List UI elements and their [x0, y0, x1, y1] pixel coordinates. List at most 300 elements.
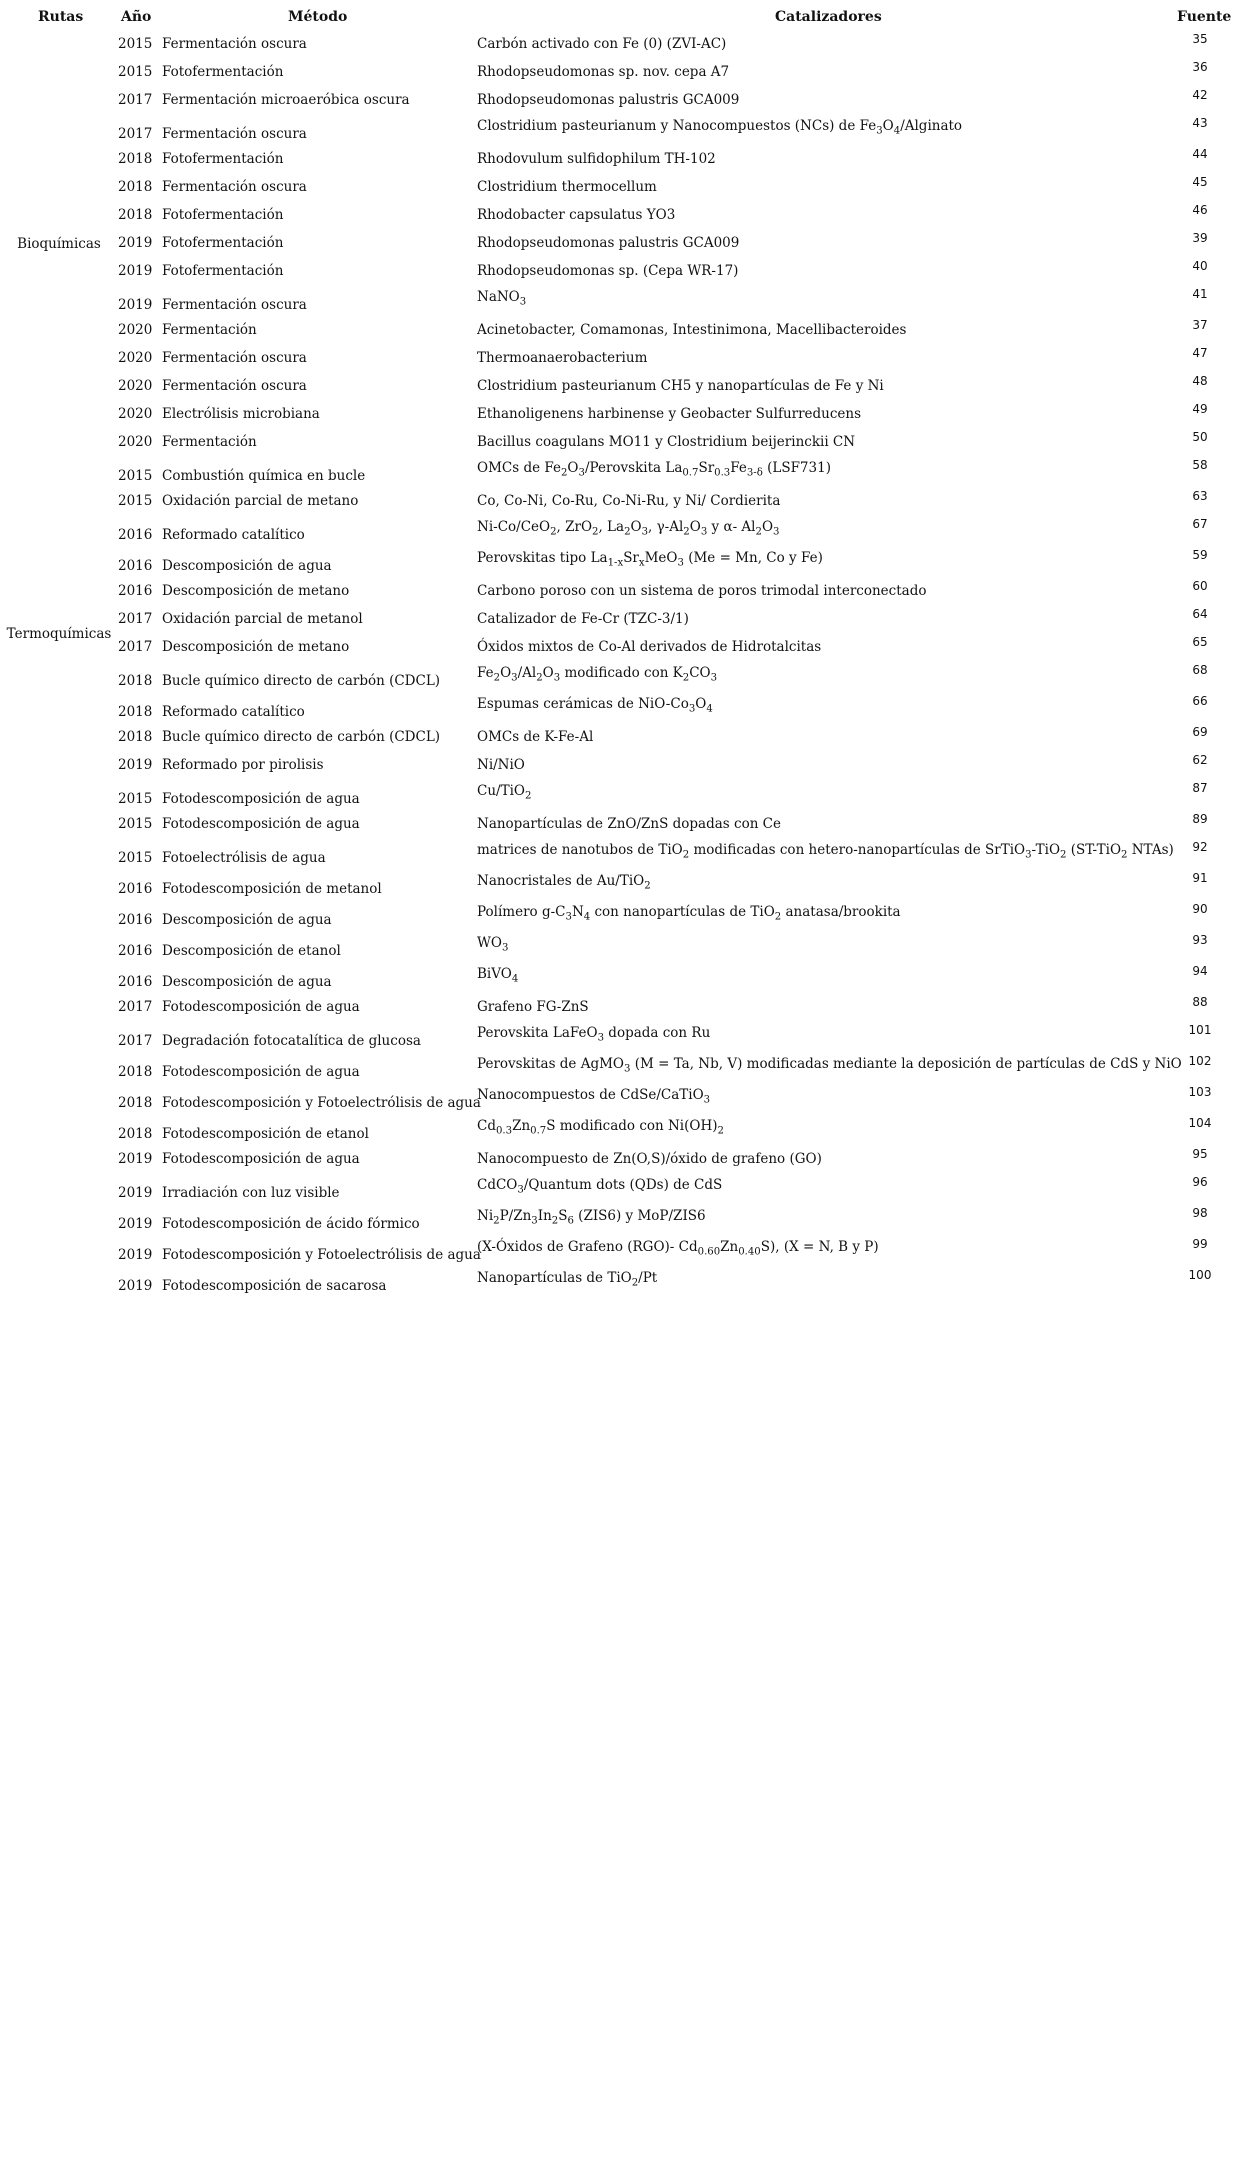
table-row — [0, 175, 1238, 203]
table-row — [0, 812, 1238, 840]
table-row — [0, 489, 1238, 517]
catalyst-subscript: 2 — [644, 880, 651, 892]
table-row — [0, 458, 1238, 489]
cell-source: 89 — [1192, 812, 1208, 826]
cell-source: 65 — [1192, 635, 1208, 649]
catalyst-text: NaNO — [477, 289, 520, 305]
cell-source: 46 — [1192, 203, 1208, 217]
cell-method: Fotofermentación — [162, 64, 284, 80]
table-row — [0, 203, 1238, 231]
catalyst-text: O — [630, 519, 642, 535]
catalyst-subscript: 3 — [688, 703, 696, 715]
catalyst-text: S — [558, 1208, 568, 1224]
catalyst-text: CdCO — [477, 1177, 518, 1193]
cell-source: 35 — [1192, 32, 1208, 46]
cell-method: Fotodescomposición de agua — [162, 1064, 360, 1080]
cell-source: 68 — [1192, 663, 1208, 677]
table-row — [0, 902, 1238, 933]
catalyst-text: Zn — [512, 1118, 531, 1134]
table-row — [0, 933, 1238, 964]
cell-source: 42 — [1192, 88, 1208, 102]
cell-catalyst — [477, 151, 716, 167]
catalyst-text: O — [567, 460, 579, 476]
cell-year: 2018 — [118, 1064, 153, 1080]
cell-method: Combustión química en bucle — [162, 468, 366, 484]
catalyst-subscript: 4 — [893, 125, 901, 137]
catalyst-subscript: 2 — [1060, 849, 1067, 861]
cell-method: Descomposición de agua — [162, 912, 332, 928]
catalyst-text: (ZIS6) y MoP/ZIS6 — [573, 1208, 706, 1224]
cell-method: Fotodescomposición de etanol — [162, 1126, 369, 1142]
cell-year: 2019 — [118, 297, 153, 313]
catalyst-text: , γ-Al — [648, 519, 684, 535]
cell-method: Fermentación oscura — [162, 378, 307, 394]
catalyst-subscript: 3 — [553, 672, 561, 684]
catalyst-subscript: 2 — [536, 672, 543, 684]
table-row — [0, 1054, 1238, 1085]
catalyst-text: Nanocristales de Au/TiO — [477, 873, 645, 889]
cell-catalyst — [477, 350, 647, 366]
cell-year: 2017 — [118, 126, 153, 142]
table-row — [0, 1268, 1238, 1299]
catalyst-text: (X-Óxidos de Grafeno (RGO)- Cd — [477, 1239, 698, 1255]
catalyst-subscript: 2 — [717, 1125, 724, 1137]
cell-source: 58 — [1192, 458, 1208, 472]
catalyst-subscript: 0.3 — [714, 467, 731, 479]
cell-year: 2017 — [118, 92, 153, 108]
catalyst-text: NTAs) — [1127, 842, 1174, 858]
catalyst-subscript: 2 — [493, 1215, 500, 1227]
cell-year: 2019 — [118, 1216, 153, 1232]
cell-year: 2016 — [118, 881, 153, 897]
catalyst-subscript: 2 — [551, 1215, 559, 1227]
catalyst-text: O — [542, 665, 554, 681]
cell-year: 2018 — [118, 1126, 153, 1142]
catalyst-text: OMCs de K-Fe-Al — [477, 729, 594, 745]
cell-method: Reformado catalítico — [162, 704, 305, 720]
table-row — [0, 231, 1238, 259]
table-row — [0, 871, 1238, 902]
header-anio: Año — [121, 9, 152, 25]
catalyst-text: Rhodopseudomonas sp. nov. cepa A7 — [477, 64, 730, 80]
cell-year: 2019 — [118, 1247, 153, 1263]
catalyst-text: Sr — [698, 460, 715, 476]
header-fuente: Fuente — [1177, 9, 1232, 25]
cell-year: 2020 — [118, 406, 153, 422]
cell-method: Fotofermentación — [162, 151, 284, 167]
cell-year: 2019 — [118, 757, 153, 773]
table-row — [0, 32, 1238, 60]
catalyst-subscript: 4 — [583, 911, 591, 923]
cell-source: 101 — [1188, 1023, 1212, 1037]
cell-catalyst — [477, 1151, 822, 1167]
catalyst-text: Óxidos mixtos de Co-Al derivados de Hidrotalcitas — [477, 639, 822, 655]
cell-method: Oxidación parcial de metano — [162, 493, 359, 509]
cell-year: 2016 — [118, 974, 153, 990]
catalyst-text: /Al — [517, 665, 537, 681]
route-label: Bioquímicas — [17, 236, 101, 252]
catalyst-text: Perovskitas de AgMO — [477, 1056, 624, 1072]
cell-year: 2017 — [118, 611, 153, 627]
catalyst-text: , La — [598, 519, 625, 535]
cell-year: 2018 — [118, 1095, 153, 1111]
catalyst-subscript: 2 — [592, 526, 599, 538]
cell-catalyst — [477, 378, 884, 394]
cell-year: 2019 — [118, 1185, 153, 1201]
catalyst-text: Cu/TiO — [477, 783, 525, 799]
cell-source: 63 — [1192, 489, 1208, 503]
catalyst-text: Ni-Co/CeO — [477, 519, 551, 535]
cell-source: 50 — [1192, 430, 1208, 444]
table-row — [0, 287, 1238, 318]
catalyst-text: Fe — [730, 460, 747, 476]
catalyst-text: O — [500, 665, 512, 681]
table-row — [0, 548, 1238, 579]
cell-method: Fermentación oscura — [162, 350, 307, 366]
catalyst-text: Bacillus coagulans MO11 y Clostridium beijerinckii CN — [477, 434, 856, 450]
catalyst-text: /Quantum dots (QDs) de CdS — [523, 1177, 723, 1193]
cell-source: 104 — [1188, 1116, 1212, 1130]
cell-source: 64 — [1192, 607, 1208, 621]
cell-catalyst — [477, 611, 689, 627]
cell-year: 2015 — [118, 791, 153, 807]
cell-method: Fotodescomposición de agua — [162, 1151, 360, 1167]
catalyst-text: Perovskita LaFeO — [477, 1025, 598, 1041]
cell-catalyst — [477, 757, 525, 773]
catalyst-text: Rhodopseudomonas sp. (Cepa WR-17) — [477, 263, 739, 279]
cell-source: 36 — [1192, 60, 1208, 74]
route-label: Termoquímicas — [6, 626, 112, 642]
cell-year: 2015 — [118, 816, 153, 832]
cell-source: 37 — [1192, 318, 1208, 332]
catalyst-subscript: 3 — [517, 1184, 524, 1196]
cell-method: Fotofermentación — [162, 235, 284, 251]
table-row — [0, 430, 1238, 458]
catalyst-text: Polímero g-C — [477, 904, 566, 920]
cell-catalyst — [477, 118, 963, 137]
cell-source: 48 — [1192, 374, 1208, 388]
catalyst-subscript: 2 — [550, 526, 557, 538]
table-row — [0, 259, 1238, 287]
cell-source: 98 — [1192, 1206, 1208, 1220]
cell-catalyst — [477, 999, 589, 1015]
catalyst-subscript: x — [638, 557, 645, 569]
header-rutas: Rutas — [38, 9, 84, 25]
catalyst-text: modificado con K — [560, 665, 683, 681]
catalyst-subscript: 2 — [560, 467, 568, 479]
catalyst-text: matrices de nanotubos de TiO — [477, 842, 683, 858]
catalyst-subscript: 6 — [567, 1215, 574, 1227]
cell-catalyst — [477, 842, 1174, 861]
cell-source: 62 — [1192, 753, 1208, 767]
cell-catalyst — [477, 904, 901, 923]
cell-method: Oxidación parcial de metanol — [162, 611, 363, 627]
cell-year: 2016 — [118, 583, 153, 599]
cell-source: 49 — [1192, 402, 1208, 416]
cell-source: 67 — [1192, 517, 1208, 531]
catalyst-text: Rhodobacter capsulatus YO3 — [477, 207, 676, 223]
catalyst-text: Perovskitas tipo La — [477, 550, 608, 566]
cell-method: Fermentación microaeróbica oscura — [162, 92, 410, 108]
catalyst-text: y α- Al — [707, 519, 756, 535]
table-row — [0, 147, 1238, 175]
cell-source: 90 — [1192, 902, 1208, 916]
catalyst-text: dopada con Ru — [604, 1025, 711, 1041]
catalyst-text: Nanopartículas de ZnO/ZnS dopadas con Ce — [477, 816, 782, 832]
catalyst-text: OMCs de Fe — [477, 460, 561, 476]
catalyst-subscript: 3 — [876, 125, 883, 137]
catalyst-subscript: 1-x — [607, 557, 624, 569]
catalyst-subscript: 3 — [565, 911, 572, 923]
catalyst-text: Ni/NiO — [477, 757, 525, 773]
catalyst-subscript: 3 — [501, 942, 509, 954]
cell-year: 2017 — [118, 999, 153, 1015]
cell-catalyst — [477, 873, 651, 892]
cell-source: 47 — [1192, 346, 1208, 360]
table-row — [0, 964, 1238, 995]
catalyst-text: S modificado con Ni(OH) — [546, 1118, 718, 1134]
cell-year: 2020 — [118, 322, 153, 338]
cell-year: 2018 — [118, 179, 153, 195]
catalyst-text: In — [537, 1208, 552, 1224]
catalyst-text: Ethanoligenens harbinense y Geobacter Sulfurreducens — [477, 406, 862, 422]
cell-catalyst — [477, 460, 831, 479]
catalyst-text: Cd — [477, 1118, 496, 1134]
catalyst-subscript: 0.7 — [682, 467, 699, 479]
catalyst-text: modificadas con hetero-nanopartículas de SrTiO — [689, 842, 1026, 858]
cell-method: Fotofermentación — [162, 263, 284, 279]
catalyst-subscript: 2 — [682, 849, 690, 861]
catalyst-text: Rhodopseudomonas palustris GCA009 — [477, 235, 740, 251]
table-row — [0, 318, 1238, 346]
catalyst-subscript: 2 — [624, 526, 631, 538]
cell-source: 60 — [1192, 579, 1208, 593]
cell-catalyst — [477, 263, 738, 279]
catalyst-subscript: 3 — [511, 672, 518, 684]
cell-method: Descomposición de metano — [162, 583, 350, 599]
catalyst-text: (LSF731) — [762, 460, 831, 476]
cell-catalyst — [477, 519, 780, 538]
catalyst-text: -TiO — [1031, 842, 1061, 858]
catalyst-text: Catalizador de Fe-Cr (TZC-3/1) — [477, 611, 689, 627]
cell-source: 103 — [1188, 1085, 1212, 1099]
cell-catalyst — [477, 1208, 706, 1227]
cell-method: Fotodescomposición y Fotoelectrólisis de agua — [162, 1095, 481, 1111]
catalyst-text: CO — [689, 665, 711, 681]
cell-method: Fotoelectrólisis de agua — [162, 850, 326, 866]
catalyst-text: Carbón activado con Fe (0) (ZVI-AC) — [477, 36, 727, 52]
cell-method: Fotodescomposición de agua — [162, 816, 360, 832]
cell-source: 87 — [1192, 781, 1208, 795]
catalyst-text: O — [761, 519, 774, 535]
catalyst-text: Clostridium pasteurianum y Nanocompuestos (NCs) de Fe — [477, 118, 877, 134]
cell-year: 2017 — [118, 1033, 153, 1049]
table-row — [0, 753, 1238, 781]
catalyst-subscript: 3 — [597, 1032, 605, 1044]
table-row — [0, 116, 1238, 147]
table-row — [0, 579, 1238, 607]
cell-year: 2019 — [118, 1278, 153, 1294]
catalyst-text: BiVO — [477, 966, 512, 982]
table-row — [0, 1023, 1238, 1054]
cell-catalyst — [477, 783, 532, 802]
cell-source: 66 — [1192, 694, 1208, 708]
cell-method: Fotodescomposición y Fotoelectrólisis de agua — [162, 1247, 481, 1263]
catalyst-text: Sr — [623, 550, 639, 566]
catalyst-subscript: 2 — [755, 526, 762, 538]
cell-catalyst — [477, 179, 657, 195]
table-row — [0, 663, 1238, 694]
catalyst-subscript: 0.3 — [495, 1125, 513, 1137]
catalyst-subscript: 3 — [624, 1063, 631, 1075]
cell-source: 100 — [1188, 1268, 1212, 1282]
cell-source: 40 — [1192, 259, 1208, 273]
table-row — [0, 607, 1238, 635]
catalyst-subscript: 4 — [706, 703, 713, 715]
table-row — [0, 1085, 1238, 1116]
catalyst-text: (M = Ta, Nb, V) modificadas mediante la deposición de partículas de CdS y NiO — [630, 1056, 1182, 1072]
cell-catalyst — [477, 1239, 879, 1258]
catalyst-text: Nanocompuestos de CdSe/CaTiO — [477, 1087, 704, 1103]
cell-method: Bucle químico directo de carbón (CDCL) — [162, 729, 441, 745]
cell-method: Irradiación con luz visible — [162, 1185, 340, 1201]
cell-source: 96 — [1192, 1175, 1208, 1189]
cell-method: Fermentación — [162, 434, 257, 450]
cell-method: Fermentación — [162, 322, 257, 338]
catalyst-subscript: 2 — [524, 790, 532, 802]
catalyst-subscript: 3 — [700, 526, 708, 538]
table-row — [0, 1206, 1238, 1237]
cell-catalyst — [477, 1177, 723, 1196]
cell-catalyst — [477, 1056, 1182, 1075]
catalyst-text: (ST-TiO — [1066, 842, 1122, 858]
cell-year: 2015 — [118, 468, 153, 484]
table-row — [0, 725, 1238, 753]
cell-source: 44 — [1192, 147, 1208, 161]
cell-catalyst — [477, 493, 780, 509]
catalyst-subscript: 2 — [631, 1277, 639, 1289]
table-row — [0, 346, 1238, 374]
cell-year: 2016 — [118, 943, 153, 959]
table-row — [0, 840, 1238, 871]
table-row — [0, 1175, 1238, 1206]
catalyst-subscript: 0.40 — [738, 1246, 761, 1258]
catalyst-text: WO — [477, 935, 502, 951]
cell-source: 41 — [1192, 287, 1208, 301]
table-row — [0, 88, 1238, 116]
cell-catalyst — [477, 1087, 711, 1106]
catalyst-text: Fe — [477, 665, 494, 681]
cell-method: Descomposición de agua — [162, 558, 332, 574]
cell-catalyst — [477, 207, 675, 223]
cell-catalyst — [477, 550, 823, 569]
table-row — [0, 60, 1238, 88]
table-row — [0, 1237, 1238, 1268]
cell-catalyst — [477, 665, 718, 684]
catalyst-text: Zn — [720, 1239, 739, 1255]
cell-source: 93 — [1192, 933, 1208, 947]
cell-year: 2018 — [118, 207, 153, 223]
catalyst-text: , ZrO — [556, 519, 593, 535]
catalyst-text: Ni — [477, 1208, 494, 1224]
cell-year: 2016 — [118, 912, 153, 928]
cell-method: Degradación fotocatalítica de glucosa — [162, 1033, 421, 1049]
cell-catalyst — [477, 935, 509, 954]
catalyst-text: Rhodopseudomonas palustris GCA009 — [477, 92, 740, 108]
cell-year: 2020 — [118, 434, 153, 450]
catalyst-text: Espumas cerámicas de NiO-Co — [477, 696, 689, 712]
catalyst-text: O — [695, 696, 707, 712]
cell-source: 39 — [1192, 231, 1208, 245]
table-row — [0, 517, 1238, 548]
cell-catalyst — [477, 92, 739, 108]
table-row — [0, 402, 1238, 430]
catalyst-subscript: 2 — [1121, 849, 1128, 861]
catalyst-text: Clostridium pasteurianum CH5 y nanopartículas de Fe y Ni — [477, 378, 884, 394]
catalyst-subscript: 3 — [773, 526, 780, 538]
table-row — [0, 781, 1238, 812]
cell-source: 88 — [1192, 995, 1208, 1009]
catalyst-subscript: 3 — [578, 467, 585, 479]
catalyst-text: P/Zn — [499, 1208, 532, 1224]
cell-year: 2018 — [118, 151, 153, 167]
cell-catalyst — [477, 696, 713, 715]
cell-catalyst — [477, 1270, 658, 1289]
cell-year: 2015 — [118, 36, 153, 52]
cell-method: Reformado por pirolisis — [162, 757, 324, 773]
catalyst-subscript: 2 — [682, 672, 690, 684]
cell-source: 59 — [1192, 548, 1208, 562]
cell-catalyst — [477, 729, 593, 745]
cell-method: Fotodescomposición de agua — [162, 791, 360, 807]
catalyst-subscript: 0.7 — [530, 1125, 547, 1137]
cell-year: 2020 — [118, 350, 153, 366]
cell-source: 95 — [1192, 1147, 1208, 1161]
cell-source: 102 — [1188, 1054, 1212, 1068]
catalyst-subscript: 3 — [703, 1094, 711, 1106]
cell-year: 2015 — [118, 850, 153, 866]
catalyst-text: Thermoanaerobacterium — [477, 350, 648, 366]
table-row — [0, 1116, 1238, 1147]
cell-method: Fermentación oscura — [162, 126, 307, 142]
catalyst-text: Carbono poroso con un sistema de poros trimodal interconectado — [477, 583, 927, 599]
cell-year: 2015 — [118, 493, 153, 509]
cell-method: Electrólisis microbiana — [162, 406, 320, 422]
header-catalizadores: Catalizadores — [775, 9, 882, 25]
catalyst-subscript: 3 — [531, 1215, 538, 1227]
catalyst-text: Nanopartículas de TiO — [477, 1270, 632, 1286]
table-row — [0, 995, 1238, 1023]
cell-method: Fotodescomposición de ácido fórmico — [162, 1216, 420, 1232]
cell-catalyst — [477, 64, 729, 80]
cell-catalyst — [477, 966, 519, 985]
cell-method: Fotodescomposición de sacarosa — [162, 1278, 387, 1294]
cell-method: Descomposición de agua — [162, 974, 332, 990]
cell-year: 2017 — [118, 639, 153, 655]
catalyst-text: Acinetobacter, Comamonas, Intestinimona, Macellibacteroides — [477, 322, 907, 338]
catalyst-subscript: 3-δ — [746, 467, 763, 479]
cell-year: 2020 — [118, 378, 153, 394]
cell-catalyst — [477, 639, 821, 655]
catalyst-subscript: 3 — [641, 526, 649, 538]
cell-source: 45 — [1192, 175, 1208, 189]
cell-catalyst — [477, 583, 926, 599]
catalyst-subscript: 0.60 — [697, 1246, 721, 1258]
catalyst-text: O — [689, 519, 701, 535]
catalyst-text: (Me = Mn, Co y Fe) — [683, 550, 823, 566]
catalyst-subscript: 2 — [683, 526, 690, 538]
catalyst-text: Nanocompuesto de Zn(O,S)/óxido de grafeno (GO) — [477, 1151, 822, 1167]
